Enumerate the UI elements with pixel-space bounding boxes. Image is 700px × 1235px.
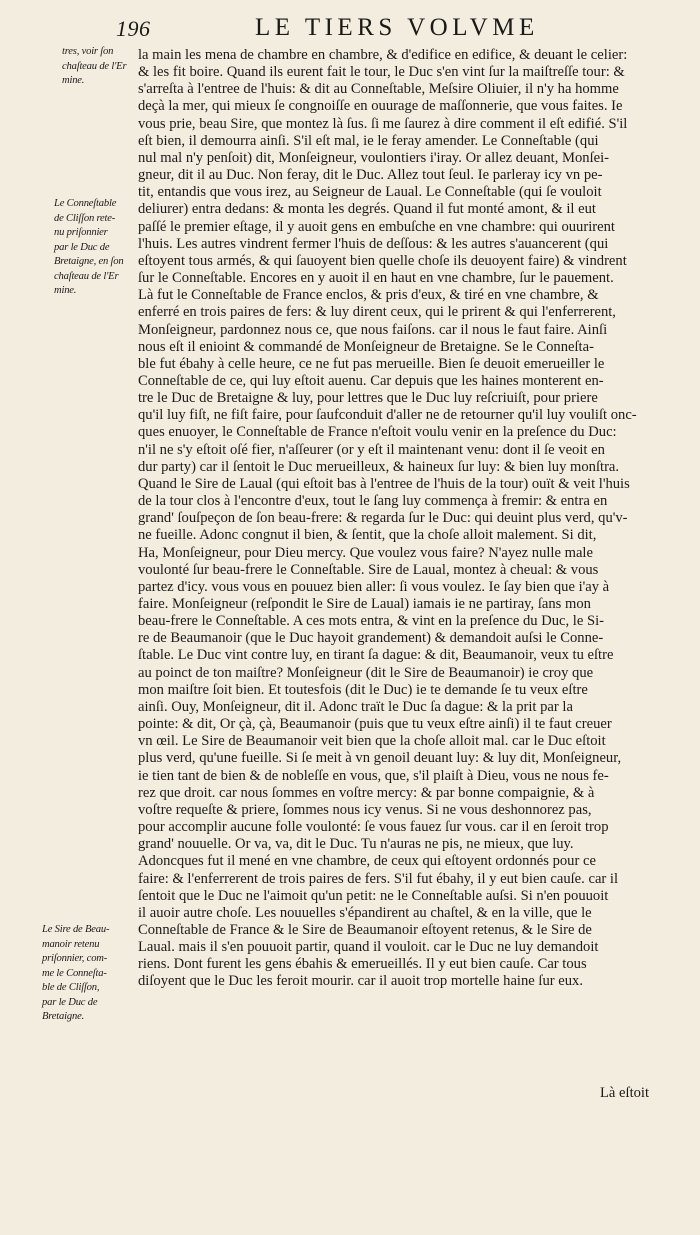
text-line: il auoir autre choſe. Les nouuelles s'épandirent au chaſtel, & en la ville, que le [138, 904, 592, 921]
text-line: gneur, dit il au Duc. Non feray, dit le Duc. Allez tout ſeul. Ie parleray icy vn pe- [138, 167, 603, 184]
text-line: s'arreſta à l'entree de l'huis: & dit au Conneſtable, Meſsire Oliuier, il n'y ha homme [138, 81, 619, 98]
text-line: re de Beaumanoir (que le Duc hayoit grandement) & demandoit auſsi le Conne- [138, 630, 604, 647]
text-line: faire. Monſeigneur (reſpondit le Sire de Laual) iamais ie ne partiray, ſans mon [138, 596, 591, 612]
text-line: deçà la mer, qui mieux ſe congnoiſſe en ouurage de maſſonnerie, que vous faites. Ie [138, 98, 623, 115]
body-text-column [138, 47, 680, 991]
text-line: qu'il luy fiſt, ne fiſt faire, pour ſaufconduit d'aller ne de retourner qu'il luy vouliſt onc- [138, 407, 637, 424]
text-line: vous prie, beau Sire, que montez là ſus. ſi me ſaurez à dire comment il eſt edifié. S'il [138, 115, 628, 132]
text-line: Laual. mais il s'en pouuoit partir, quand il vouloit. car le Duc ne luy demandoit [138, 939, 599, 956]
margin-note-line: priſonnier, com- [42, 953, 108, 964]
text-line: paſſé le premier eſtage, il y auoit gens en embuſche en vne chambre: qui ouurirent [138, 218, 615, 235]
text-line: plus verd, qu'une fueille. Si ſe meit à vn genoil deuant luy: & luy dit, Monſeigneur, [138, 750, 622, 767]
text-line: ſtable. Le Duc vint contre luy, en tirant ſa dague: & dit, Beaumanoir, veux tu eſtre [138, 647, 614, 664]
text-line: n'il ne s'y eſtoit oſé fier, n'aſſeurer (or y eſt il maintenant venu: dont il ſe veoit en [138, 441, 605, 458]
margin-note-line: nu priſonnier [54, 227, 108, 238]
text-line: eſtoyent tous armés, & qui ſauoyent bien quelle choſe ils deuoyent faire) & vindrent [138, 252, 627, 269]
text-line: voulonté ſur beau-frere le Conneſtable. Sire de Laual, montez à cheual: & vous [138, 561, 599, 578]
text-line: diſoyent que le Duc les feroit mourir. car il auoit trop mortelle haine ſur eux. [138, 973, 583, 990]
running-head [0, 10, 700, 50]
text-line: mon maiſtre ſoit bien. Et toutesfois (dit le Duc) ie te demande ſe tu veux eſtre [138, 681, 588, 698]
text-line: la main les mena de chambre en chambre, & d'edifice en edifice, & deuant le celier: [138, 47, 628, 63]
text-line: eſt bien, il demourra ainſi. S'il eſt mal, ie le feray amender. Le Conneſtable (qui [138, 132, 599, 149]
margin-note-line: par le Duc de [42, 996, 98, 1008]
text-line: ble fut ébahy à celle heure, ce ne fut pas merueille. Bien ſe deuoit emerueiller le [138, 355, 605, 372]
page-number: 196 [116, 16, 151, 41]
text-line: Conneſtable de ce, qui luy eſtoit auenu. Car depuis que les haines monterent en- [138, 372, 604, 389]
text-line: nul mal n'y penſoit) dit, Monſeigneur, voulontiers i'iray. Or allez deuant, Monſei- [138, 149, 610, 166]
text-line: dur party) car il ſentoit le Duc merueilleux, & haineux ſur luy: & bien luy monſtra. [138, 458, 620, 475]
text-line: tit, entandis que vous irez, au Seigneur de Laual. Le Conneſtable (qui ſe vouloit [138, 184, 602, 201]
text-line: riens. Dont furent les gens ébahis & emerueillés. Il y eut bien cauſe. Car tous [138, 956, 587, 973]
margin-note-line: par le Duc de [54, 241, 110, 253]
text-line: au poinct de ton maiſtre? Monſeigneur (dit le Sire de Beaumanoir) ie croy que [138, 664, 594, 681]
margin-note-line: Bretaigne, en ſon [54, 256, 124, 267]
margin-note-line: ble de Cliſſon, [42, 982, 100, 993]
text-line: ie tien tant de bien & de nobleſſe en vous, que, s'il plaiſt à Dieu, vous ne nous fe- [138, 767, 609, 784]
text-line: Monſeigneur, pardonnez nous ce, que nous faiſons. car il nous le faut faire. Ainſi [138, 321, 608, 338]
running-title: LE TIERS VOLVME [255, 14, 539, 41]
text-line: Quand le Sire de Laual (qui eſtoit bas à l'entree de l'huis de la tour) ouït & veit l'huis [138, 475, 630, 492]
text-line: ne fueille. Adonc congnut il bien, & ſentit, que la choſe alloit malement. Si dit, [138, 527, 597, 544]
text-line: partez d'icy. vous vous en pouuez bien aller: ſi vous voulez. Ie ſay bien que i'ay à [138, 578, 610, 595]
text-line: Adoncques fut il mené en vne chambre, de ceux qui eſtoyent ordonnés pour ce [138, 853, 596, 870]
text-line: ſentoit que le Duc ne l'aimoit qu'un petit: ne le Conneſtable auſsi. Si n'en pouuoit [138, 887, 609, 904]
text-line: beau-frere le Conneſtable. A ces mots entra, & vint en la preſence du Duc, le Si- [138, 613, 605, 630]
margin-note-line: manoir retenu [42, 938, 100, 950]
text-line: tre le Duc de Bretaigne & luy, pour lettres que le Duc luy reſcriuiſt, pour priere [138, 390, 598, 407]
text-line: pointe: & dit, Or çà, çà, Beaumanoir (puis que tu veux eſtre ainſi) il te faut creuer [138, 716, 612, 733]
margin-note-constable-prisoner [54, 197, 150, 299]
margin-note-line: chaſteau de l'Er [62, 60, 127, 72]
text-line: & les fit boire. Quand ils eurent fait le tour, le Duc s'en vint ſur la maiſtreſſe tour: & [138, 64, 625, 81]
text-line: grand' ſouſpeçon de ſon beau-frere: & regarda ſur le Duc: qui deuint plus verd, qu'v- [138, 510, 628, 527]
text-line: Conneſtable de France & le Sire de Beaumanoir eſtoyent retenus, & le Sire de [138, 921, 592, 938]
margin-note-line: me le Conneſta- [42, 967, 107, 979]
text-line: Là fut le Conneſtable de France enclos, & pris d'eux, & tiré en vne chambre, & [138, 287, 599, 304]
catchword: Là eſtoit [600, 1085, 650, 1101]
text-line: ques enuoyer, le Conneſtable de France n'eſtoit voulu venir en la preſence du Duc: [138, 424, 617, 441]
text-line: nous eſt il enioint & commandé de Monſeigneur de Bretaigne. Se le Conneſta- [138, 338, 594, 355]
text-line: voſtre requeſte & priere, ſommes nous icy venus. Si ne vous deshonnorez pas, [138, 801, 592, 818]
text-line: pour accomplir aucune folle voulonté: ſe vous fauez ſur vous. car il en ſeroit trop [138, 819, 609, 836]
text-line: grand' nouuelle. Or va, va, dit le Duc. Tu n'auras ne pis, ne mieux, que luy. [138, 836, 574, 853]
text-line: faire: & l'enferrerent de trois paires de fers. S'il fut ébahy, il y eut bien cauſe. car il [138, 870, 619, 887]
text-line: de la tour clos à l'encontre d'eux, tout le ſang luy commença à fremir: & entra en [138, 493, 608, 510]
text-line: deliurer) entra dedans: & monta les degrés. Quand il fut monté amont, & il eut [138, 201, 596, 218]
text-line: ainſi. Ouy, Monſeigneur, dit il. Adonc traït le Duc ſa dague: & la prit par la [138, 698, 573, 715]
margin-note-line: mine. [62, 75, 85, 86]
text-line: rez que droit. car nous ſommes en voſtre mercy: & par bonne compaignie, & à [138, 784, 595, 801]
margin-note-line: Bretaigne. [42, 1011, 85, 1022]
margin-note-line: mine. [54, 285, 77, 296]
margin-note-line: chaſteau de l'Er [54, 270, 119, 282]
text-line: enferré en trois paires de fers: & luy dirent ceux, qui le prirent & qui l'enferrerent, [138, 304, 616, 321]
margin-note-beaumanoir-prisoner [42, 923, 138, 1025]
text-line: ſur le Conneſtable. Encores en y auoit il en haut en vne chambre, ſur le pauement. [138, 270, 614, 287]
margin-note-line: Le Conneſtable [54, 198, 117, 209]
text-line: vn œil. Le Sire de Beaumanoir veit bien que la choſe alloit mal. car le Duc eſtoit [138, 733, 606, 750]
margin-note-line: Le Sire de Beau- [42, 924, 110, 935]
text-line: l'huis. Les autres vindrent fermer l'huis de deſſous: & les autres s'auancerent (qui [138, 235, 609, 252]
text-line: Ha, Monſeigneur, pour Dieu mercy. Que voulez vous faire? N'ayez nulle male [138, 544, 593, 561]
margin-note-line: tres, voir ſon [62, 46, 114, 57]
margin-note-line: de Cliſſon rete- [54, 212, 116, 224]
